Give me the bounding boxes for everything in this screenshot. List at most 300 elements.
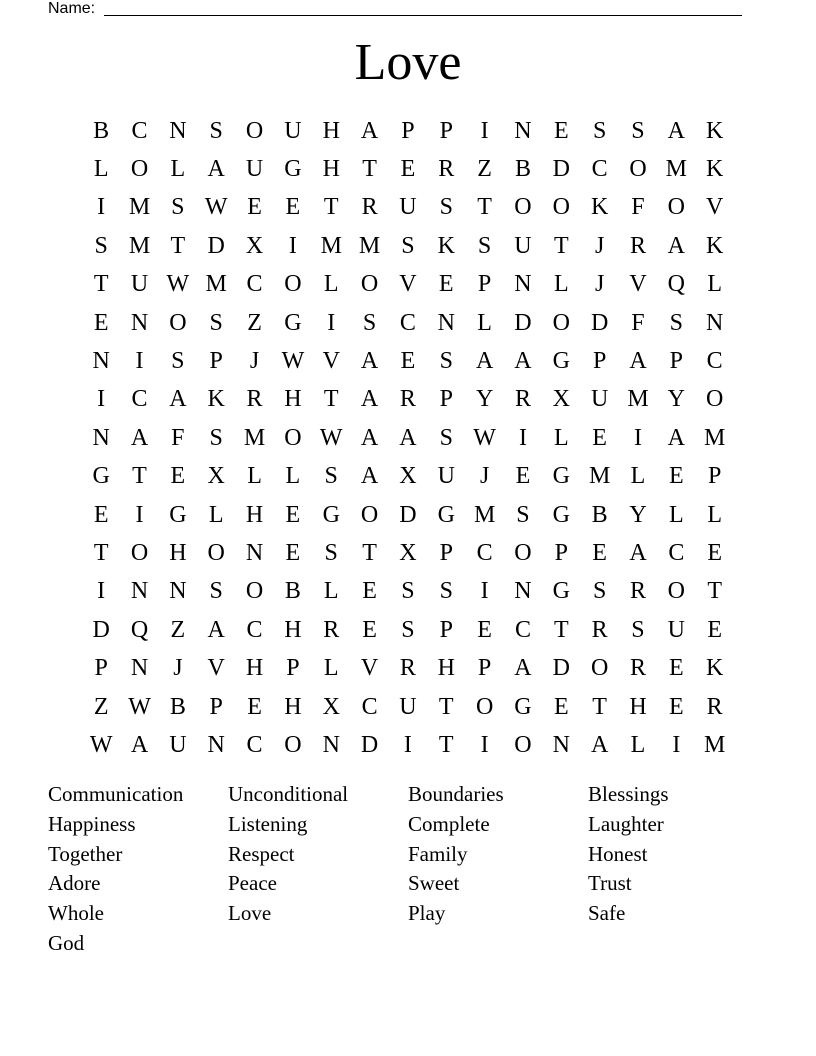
grid-letter: X — [399, 539, 417, 566]
grid-letter: D — [514, 309, 532, 336]
word-list-item: Listening — [228, 811, 308, 836]
grid-letter: T — [93, 271, 109, 298]
grid-letter: P — [707, 463, 722, 490]
grid-letter: I — [672, 731, 681, 758]
grid-letter: J — [594, 271, 605, 298]
grid-letter: P — [94, 655, 108, 682]
grid-letter: E — [93, 309, 109, 336]
grid-letter: G — [552, 348, 570, 375]
grid-letter: N — [169, 117, 187, 144]
grid-letter: T — [93, 539, 109, 566]
grid-letter: X — [399, 463, 417, 490]
grid-letter: M — [473, 501, 496, 528]
grid-letter: S — [401, 232, 415, 259]
grid-letter: D — [552, 655, 570, 682]
grid-letter: C — [399, 309, 416, 336]
name-blank-line[interactable] — [104, 15, 742, 16]
grid-letter: I — [633, 424, 642, 451]
grid-letter: T — [592, 693, 607, 720]
grid-letter: B — [169, 693, 186, 720]
grid-letter: I — [135, 501, 144, 528]
grid-letter: Y — [475, 386, 494, 413]
grid-letter: G — [284, 309, 302, 336]
grid-letter: H — [284, 386, 302, 413]
grid-letter: O — [169, 309, 187, 336]
grid-letter: E — [668, 463, 684, 490]
grid-letter: I — [97, 194, 106, 221]
word-list-item: Trust — [588, 871, 632, 896]
grid-letter: O — [245, 578, 264, 605]
grid-letter: T — [323, 194, 339, 221]
grid-letter: E — [515, 463, 531, 490]
grid-letter: M — [128, 194, 151, 221]
grid-letter: M — [358, 232, 381, 259]
grid-letter: A — [667, 232, 685, 259]
grid-letter: M — [588, 463, 611, 490]
grid-letter: F — [631, 194, 645, 221]
grid-letter: A — [360, 424, 379, 451]
grid-letter: O — [245, 117, 264, 144]
grid-letter: N — [514, 117, 532, 144]
grid-letter: N — [169, 578, 187, 605]
grid-letter: S — [631, 117, 645, 144]
grid-letter: S — [362, 309, 377, 336]
grid-letter: M — [243, 424, 266, 451]
grid-letter: A — [667, 424, 685, 451]
grid-letter: R — [591, 616, 608, 643]
grid-letter: G — [284, 156, 302, 183]
grid-letter: S — [401, 616, 415, 643]
grid-letter: L — [93, 156, 109, 183]
grid-letter: C — [514, 616, 531, 643]
grid-letter: S — [669, 309, 683, 336]
grid-letter: Z — [247, 309, 262, 336]
grid-letter: S — [94, 232, 108, 259]
grid-letter: G — [552, 463, 570, 490]
grid-letter: P — [439, 117, 453, 144]
grid-letter: K — [706, 232, 724, 259]
word-list-item: Respect — [228, 841, 295, 866]
grid-letter: T — [132, 463, 147, 490]
word-list-item: Together — [48, 841, 123, 866]
word-list-item: Complete — [408, 811, 490, 836]
grid-letter: I — [480, 578, 489, 605]
grid-letter: E — [93, 501, 109, 528]
grid-letter: D — [590, 309, 609, 336]
grid-letter: P — [209, 348, 223, 375]
grid-letter: L — [630, 731, 646, 758]
grid-letter: A — [130, 424, 149, 451]
grid-letter: M — [128, 232, 151, 259]
grid-letter: R — [399, 655, 416, 682]
grid-letter: C — [591, 156, 608, 183]
grid-letter: O — [130, 539, 149, 566]
grid-letter: C — [246, 616, 263, 643]
word-list-item: Sweet — [408, 871, 460, 896]
grid-letter: A — [514, 348, 532, 375]
grid-letter: X — [245, 232, 264, 259]
grid-letter: L — [323, 578, 339, 605]
grid-letter: J — [594, 232, 605, 259]
grid-letter: P — [554, 539, 568, 566]
word-list-item: Blessings — [588, 782, 669, 806]
grid-letter: O — [475, 693, 494, 720]
grid-letter: O — [590, 655, 609, 682]
grid-letter: C — [668, 539, 685, 566]
grid-letter: T — [477, 194, 492, 221]
grid-letter: A — [667, 117, 685, 144]
grid-letter: D — [360, 731, 379, 758]
grid-letter: E — [668, 693, 684, 720]
grid-letter: H — [245, 655, 264, 682]
grid-letter: G — [552, 501, 570, 528]
grid-letter: Y — [667, 386, 685, 413]
grid-letter: M — [205, 271, 227, 298]
grid-letter: Z — [170, 616, 186, 643]
grid-letter: K — [590, 194, 609, 221]
grid-letter: S — [209, 117, 223, 144]
grid-letter: E — [438, 271, 454, 298]
grid-letter: P — [286, 655, 300, 682]
grid-letter: I — [135, 348, 144, 375]
grid-letter: K — [706, 655, 724, 682]
grid-letter: O — [514, 731, 532, 758]
grid-letter: D — [399, 501, 417, 528]
grid-letter: N — [514, 271, 532, 298]
grid-letter: S — [324, 539, 338, 566]
grid-letter: T — [553, 232, 569, 259]
grid-letter: C — [131, 386, 148, 413]
word-list-item: Family — [408, 841, 468, 866]
word-list — [48, 780, 768, 959]
grid-letter: D — [92, 616, 110, 643]
grid-letter: O — [284, 271, 302, 298]
grid-letter: K — [706, 156, 724, 183]
word-list-item: Whole — [48, 901, 104, 926]
grid-letter: C — [706, 348, 723, 375]
grid-letter: O — [514, 539, 532, 566]
grid-letter: E — [707, 616, 722, 643]
word-list-item: Safe — [588, 901, 626, 926]
grid-letter: G — [322, 501, 340, 528]
grid-letter: A — [207, 616, 225, 643]
grid-letter: A — [169, 386, 187, 413]
grid-letter: L — [247, 463, 262, 490]
grid-letter: C — [131, 117, 148, 144]
grid-letter: N — [130, 655, 149, 682]
grid-letter: P — [669, 348, 683, 375]
grid-letter: U — [514, 232, 532, 259]
grid-letter: A — [514, 655, 532, 682]
grid-letter: S — [324, 463, 338, 490]
grid-letter: U — [130, 271, 149, 298]
grid-letter: I — [97, 386, 106, 413]
grid-letter: C — [361, 693, 378, 720]
grid-letter: P — [439, 616, 453, 643]
grid-letter: E — [400, 348, 416, 375]
grid-letter: H — [284, 693, 302, 720]
grid-letter: G — [514, 693, 532, 720]
grid-letter: T — [553, 616, 569, 643]
grid-letter: L — [477, 309, 492, 336]
grid-letter: W — [89, 731, 113, 758]
grid-letter: A — [399, 424, 417, 451]
grid-letter: H — [322, 117, 340, 144]
grid-letter: V — [629, 271, 647, 298]
grid-letter: B — [514, 156, 531, 183]
word-list-item: Boundaries — [408, 782, 504, 806]
grid-letter: G — [92, 463, 110, 490]
grid-letter: W — [204, 194, 228, 221]
grid-letter: M — [627, 386, 649, 413]
grid-letter: T — [438, 693, 454, 720]
grid-letter: J — [173, 655, 183, 682]
grid-letter: P — [401, 117, 415, 144]
grid-letter: X — [322, 693, 340, 720]
name-label: Name: — [48, 0, 96, 17]
grid-letter: E — [285, 194, 301, 221]
grid-letter: S — [439, 424, 453, 451]
grid-letter: E — [362, 578, 377, 605]
grid-letter: A — [130, 731, 149, 758]
grid-letter: R — [629, 232, 646, 259]
word-list-item: Play — [408, 901, 446, 926]
grid-letter: E — [247, 194, 262, 221]
grid-letter: K — [437, 232, 455, 259]
grid-letter: N — [706, 309, 724, 336]
grid-letter: U — [284, 117, 302, 144]
grid-letter: I — [327, 309, 336, 336]
grid-letter: O — [667, 194, 685, 221]
grid-letter: B — [284, 578, 301, 605]
grid-letter: L — [630, 463, 646, 490]
grid-letter: K — [207, 386, 225, 413]
grid-letter: N — [322, 731, 340, 758]
grid-letter: O — [284, 424, 302, 451]
word-list-item: Unconditional — [228, 782, 349, 806]
grid-letter: O — [360, 271, 379, 298]
grid-letter: L — [323, 271, 339, 298]
grid-letter: E — [592, 424, 607, 451]
grid-letter: E — [170, 463, 186, 490]
grid-letter: A — [360, 463, 379, 490]
grid-letter: U — [245, 156, 264, 183]
grid-letter: L — [553, 424, 569, 451]
grid-letter: X — [552, 386, 570, 413]
grid-letter: E — [285, 539, 301, 566]
grid-letter: O — [284, 731, 302, 758]
grid-letter: W — [166, 271, 190, 298]
grid-letter: F — [171, 424, 185, 451]
grid-letter: O — [629, 156, 647, 183]
grid-letter: L — [170, 156, 186, 183]
grid-letter: O — [667, 578, 685, 605]
grid-letter: P — [477, 655, 492, 682]
grid-letter: A — [629, 539, 647, 566]
grid-letter: G — [437, 501, 455, 528]
grid-letter: S — [439, 194, 453, 221]
grid-letter: W — [281, 348, 305, 375]
grid-letter: O — [552, 309, 570, 336]
word-list-item: Communication — [48, 782, 184, 806]
grid-letter: S — [592, 578, 607, 605]
grid-letter: E — [592, 539, 607, 566]
grid-letter: H — [629, 693, 647, 720]
grid-letter: R — [361, 194, 378, 221]
word-list-item: Peace — [228, 871, 277, 896]
grid-letter: I — [480, 117, 489, 144]
grid-letter: N — [514, 578, 532, 605]
grid-letter: N — [437, 309, 455, 336]
grid-letter: H — [284, 616, 302, 643]
grid-letter: E — [400, 156, 416, 183]
word-list-item: Happiness — [48, 811, 136, 836]
grid-letter: W — [473, 424, 496, 451]
grid-letter: R — [246, 386, 263, 413]
grid-letter: P — [209, 693, 223, 720]
grid-letter: N — [92, 424, 110, 451]
grid-letter: G — [169, 501, 187, 528]
grid-letter: D — [552, 156, 570, 183]
grid-letter: W — [319, 424, 343, 451]
grid-letter: T — [438, 731, 454, 758]
grid-letter: V — [322, 348, 340, 375]
grid-letter: N — [207, 731, 225, 758]
grid-letter: H — [322, 156, 340, 183]
grid-letter: N — [130, 309, 149, 336]
grid-letter: E — [247, 693, 262, 720]
grid-letter: N — [245, 539, 264, 566]
grid-letter: C — [246, 731, 263, 758]
grid-letter: Z — [477, 156, 492, 183]
grid-letter: A — [207, 156, 225, 183]
grid-letter: P — [477, 271, 492, 298]
letter-grid — [82, 112, 734, 765]
grid-letter: M — [704, 424, 726, 451]
grid-letter: E — [668, 655, 684, 682]
grid-letter: C — [246, 271, 263, 298]
grid-letter: P — [439, 539, 453, 566]
grid-letter: M — [704, 731, 726, 758]
grid-letter: U — [437, 463, 455, 490]
grid-letter: N — [552, 731, 570, 758]
grid-letter: A — [360, 348, 379, 375]
grid-letter: U — [399, 693, 417, 720]
grid-letter: O — [552, 194, 570, 221]
grid-letter: R — [323, 616, 340, 643]
grid-letter: B — [591, 501, 608, 528]
grid-letter: S — [171, 348, 185, 375]
page-title: Love — [354, 34, 462, 91]
grid-letter: J — [249, 348, 260, 375]
grid-letter: V — [399, 271, 417, 298]
grid-letter: A — [360, 117, 379, 144]
grid-letter: V — [360, 655, 379, 682]
grid-letter: V — [706, 194, 724, 221]
grid-letter: S — [209, 424, 223, 451]
grid-letter: W — [128, 693, 151, 720]
grid-letter: S — [439, 578, 453, 605]
grid-letter: S — [516, 501, 530, 528]
grid-letter: N — [92, 348, 110, 375]
grid-letter: S — [171, 194, 185, 221]
grid-letter: T — [362, 539, 377, 566]
grid-letter: L — [208, 501, 224, 528]
grid-letter: S — [209, 578, 223, 605]
grid-letter: S — [592, 117, 607, 144]
grid-letter: O — [207, 539, 225, 566]
grid-letter: L — [553, 271, 569, 298]
grid-letter: N — [130, 578, 149, 605]
grid-letter: H — [245, 501, 264, 528]
grid-letter: D — [207, 232, 225, 259]
grid-letter: I — [480, 731, 489, 758]
grid-letter: U — [169, 731, 187, 758]
word-list-item: God — [48, 930, 85, 955]
grid-letter: H — [437, 655, 455, 682]
grid-letter: G — [552, 578, 570, 605]
grid-letter: E — [553, 117, 569, 144]
grid-letter: I — [97, 578, 106, 605]
grid-letter: S — [477, 232, 492, 259]
grid-letter: R — [629, 578, 646, 605]
grid-letter: R — [514, 386, 531, 413]
grid-letter: C — [476, 539, 493, 566]
grid-letter: H — [169, 539, 187, 566]
grid-letter: Q — [130, 616, 149, 643]
grid-letter: U — [399, 194, 417, 221]
word-list-item: Adore — [48, 871, 101, 896]
grid-letter: K — [706, 117, 724, 144]
grid-letter: T — [170, 232, 186, 259]
word-list-item: Laughter — [588, 811, 664, 836]
grid-letter: E — [362, 616, 377, 643]
grid-letter: S — [631, 616, 645, 643]
grid-letter: R — [706, 693, 723, 720]
grid-letter: T — [707, 578, 722, 605]
grid-letter: I — [518, 424, 527, 451]
grid-letter: L — [707, 501, 722, 528]
grid-letter: P — [439, 386, 453, 413]
grid-letter: A — [629, 348, 647, 375]
grid-letter: Q — [667, 271, 685, 298]
grid-letter: O — [514, 194, 532, 221]
grid-letter: I — [288, 232, 297, 259]
grid-letter: L — [668, 501, 684, 528]
grid-letter: E — [477, 616, 492, 643]
grid-letter: S — [439, 348, 453, 375]
grid-letter: J — [479, 463, 490, 490]
grid-letter: E — [553, 693, 569, 720]
grid-letter: T — [362, 156, 377, 183]
word-list-item: Honest — [588, 841, 648, 866]
grid-letter: V — [207, 655, 225, 682]
grid-letter: I — [403, 731, 412, 758]
grid-letter: E — [285, 501, 301, 528]
grid-letter: R — [629, 655, 646, 682]
grid-letter: L — [707, 271, 722, 298]
grid-letter: L — [323, 655, 339, 682]
grid-letter: A — [590, 731, 609, 758]
grid-letter: Y — [629, 501, 647, 528]
grid-letter: O — [360, 501, 379, 528]
grid-letter: O — [130, 156, 149, 183]
grid-letter: P — [592, 348, 607, 375]
grid-letter: S — [401, 578, 415, 605]
word-list-item: Love — [228, 901, 272, 926]
grid-letter: L — [285, 463, 301, 490]
grid-letter: R — [399, 386, 416, 413]
